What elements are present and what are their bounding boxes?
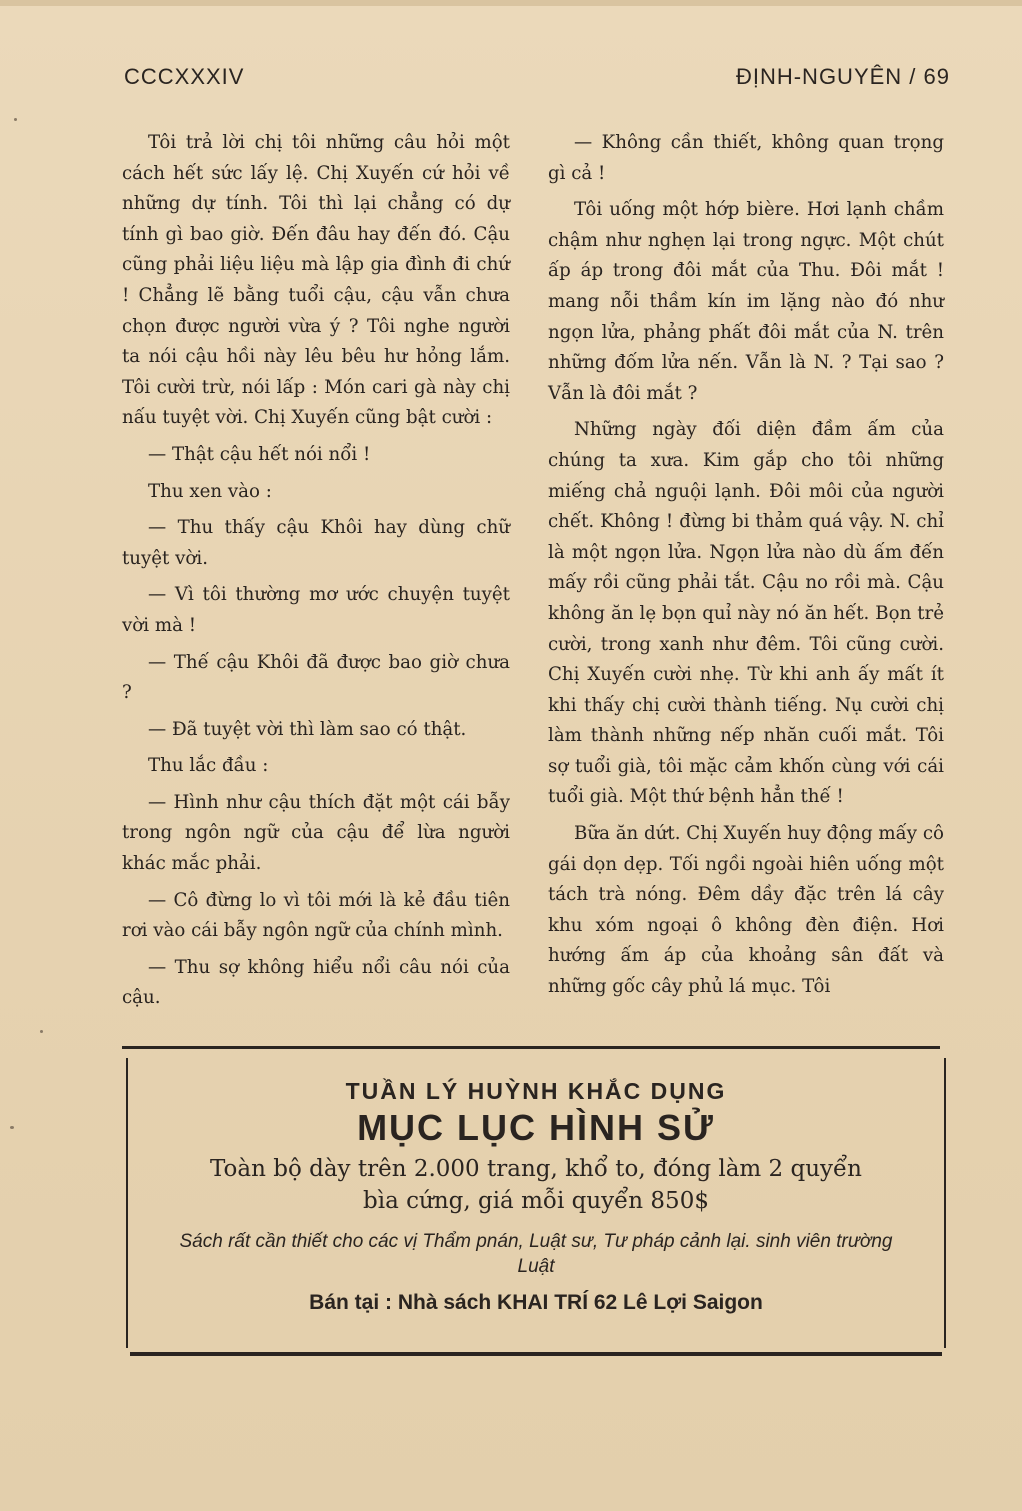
ad-title: MỤC LỤC HÌNH SỬ [357,1107,715,1148]
paper-speck [14,118,17,121]
dialogue-line: — Hình như cậu thích đặt một cái bẫy trong ngôn ngữ của cậu để lừa người khác mắc phải. [122,791,510,875]
book-advertisement [126,1058,946,1348]
ad-audience: Sách rất cần thiết cho các vị Thẩm pnán, Luật sư, Tư pháp cảnh lại. sinh viên trường Luật [179,1231,893,1277]
ad-bottom-rule [130,1352,942,1356]
paper-speck [40,1030,43,1033]
left-column [122,128,510,1020]
page-top-edge [0,0,1022,6]
author-page-number: ĐỊNH-NGUYÊN / 69 [735,64,950,89]
dialogue-line: — Thế cậu Khôi đã được bao giờ chưa ? [122,651,510,704]
paper-speck [10,1126,14,1129]
paragraph: Thu lắc đầu : [148,755,269,777]
dialogue-line: — Cô đừng lo vì tôi mới là kẻ đầu tiên rơi vào cái bẫy ngôn ngữ của chính mình. [122,889,510,942]
ad-top-rule [122,1046,940,1049]
right-column [548,128,944,1009]
paragraph: Tôi uống một hớp bière. Hơi lạnh chầm chậm như nghẹn lại trong ngực. Một chút ấp áp trong đôi mắt của Thu. Đôi mắt ! mang nỗi thầm kín im lặng nào đó như ngọn lửa, phảng phất đôi mắt của N. trên những đốm lửa nến. Vẫn là N. ? Tại sao ? Vẫn là đôi mắt ? [548,199,944,404]
dialogue-line: — Thu thấy cậu Khôi hay dùng chữ tuyệt vời. [122,517,510,569]
paragraph: Thu xen vào : [148,480,272,502]
ad-author: TUẦN LÝ HUỲNH KHẮC DỤNG [345,1078,727,1104]
page-header [124,60,950,96]
ad-seller: Bán tại : Nhà sách KHAI TRÍ 62 Lê Lợi Saigon [309,1291,763,1314]
paragraph: Những ngày đối diện đầm ấm của chúng ta xưa. Kim gắp cho tôi những miếng chả nguội lạnh. Đôi môi của người chết. Không ! đừng bi thảm quá vậy. N. chỉ là một ngọn lửa. Ngọn lửa nào dù ấm đến mấy rồi cũng phải tắt. Cậu no rồi mà. Cậu không ăn lẹ bọn quỉ này nó ăn hết. Bọn trẻ cười, trong xanh như đêm. Tôi cũng cười. Chị Xuyến cười nhẹ. Từ khi anh ấy mất ít khi thấy chị cười thành tiếng. Nụ cười chị làm thành những nếp nhăn cuối mắt. Tôi sợ tuổi già, tôi mặc cảm khốn cùng với cái tuổi già. Một thứ bệnh hẳn thế ! [548,419,944,808]
paragraph: Tôi trả lời chị tôi những câu hỏi một cách hết sức lấy lệ. Chị Xuyến cứ hỏi về những dự tính. Tôi thì lại chẳng có dự tính gì bao giờ. Đến đâu hay đến đó. Cậu cũng phải liệu liệu mà lập gia đình đi chứ ! Chẳng lẽ bằng tuổi cậu, cậu vẫn chưa chọn được người vừa ý ? Tôi nghe người ta nói cậu hồi này lêu bêu hư hỏng lắm. Tôi cười trừ, nói lấp : Món cari gà này chị nấu tuyệt vời. Chị Xuyến cũng bật cười : [122,132,510,429]
ad-description [128,1153,944,1217]
dialogue-line: — Thu sợ không hiểu nổi câu nói của cậu. [122,956,510,1009]
paragraph: Bữa ăn dứt. Chị Xuyến huy động mấy cô gái dọn dẹp. Tối ngồi ngoài hiên uống một tách trà nóng. Đêm dầy đặc trên lá cây khu xóm ngoại ô không đèn điện. Hơi hướng ấm áp của khoảng sân đất và những gốc cây phủ lá mục. Tôi [548,823,944,998]
section-number: CCCXXXIV [124,64,245,89]
ad-description-line: bìa cứng, giá mỗi quyển 850$ [363,1188,709,1214]
dialogue-line: — Thật cậu hết nói nổi ! [148,443,371,465]
ad-description-line: Toàn bộ dày trên 2.000 trang, khổ to, đóng làm 2 quyển [210,1156,862,1182]
dialogue-line: — Không cần thiết, không quan trọng gì cả ! [548,132,944,184]
dialogue-line: — Đã tuyệt vời thì làm sao có thật. [148,718,467,740]
dialogue-line: — Vì tôi thường mơ ước chuyện tuyệt vời mà ! [122,584,510,636]
